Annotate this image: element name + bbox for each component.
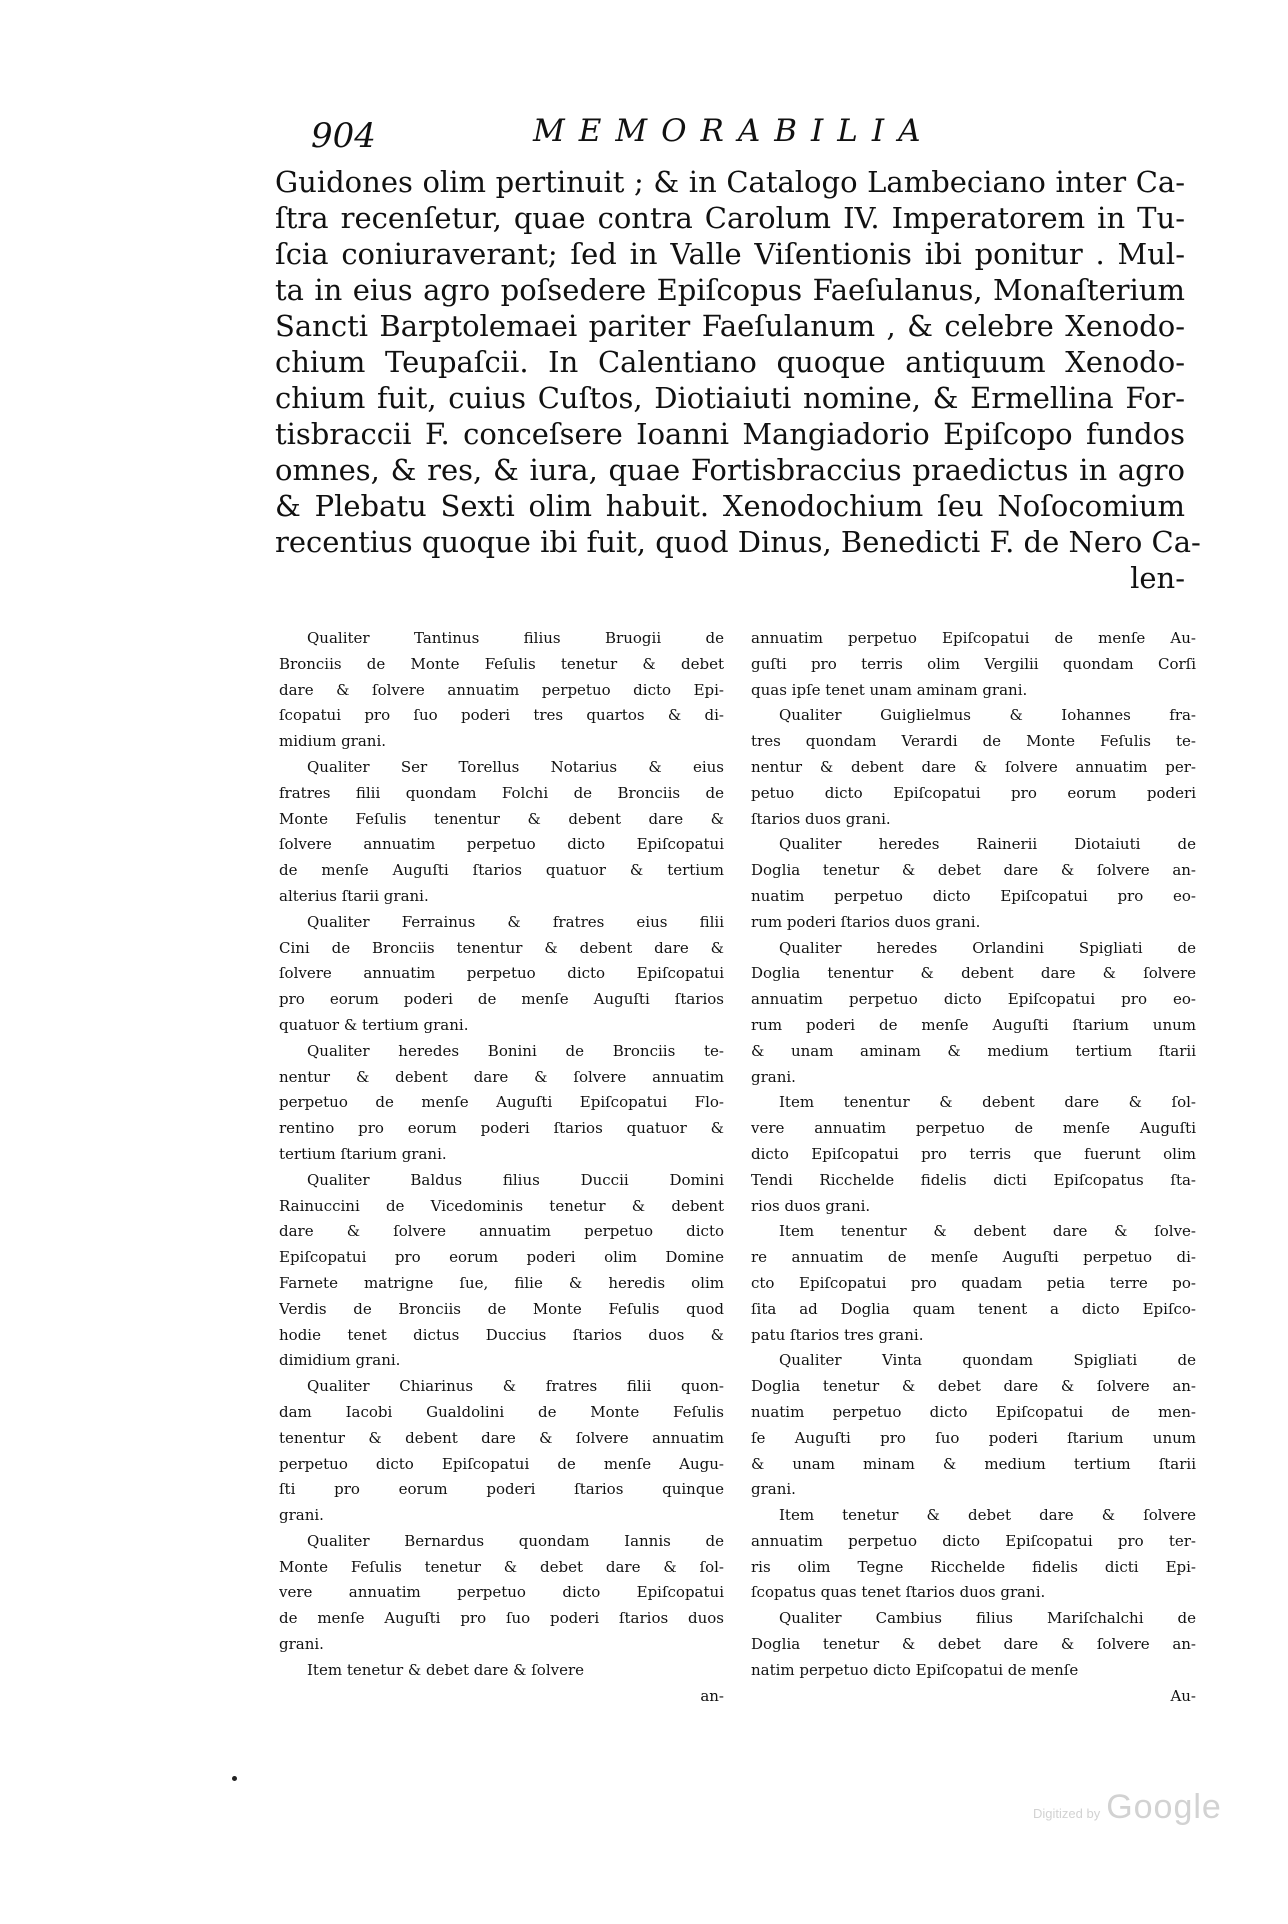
note-catchword: an-: [700, 1686, 724, 1705]
note-line: vere annuatim perpetuo dicto Epiſcopatui: [279, 1583, 724, 1602]
note-line: vere annuatim perpetuo de menſe Auguſti: [751, 1119, 1196, 1138]
note-line: dicto Epiſcopatui pro terris que fuerunt olim: [751, 1144, 1196, 1163]
note-line: Doglia tenetur & debet dare & ſolvere an-: [751, 1635, 1196, 1654]
note-line: rios duos grani.: [751, 1196, 871, 1215]
note-line: Doglia tenentur & debent dare & ſolvere: [751, 964, 1196, 983]
note-line: perpetuo dicto Epiſcopatui de menſe Augu-: [279, 1454, 724, 1473]
note-line: fratres filii quondam Folchi de Bronciis de: [279, 783, 724, 802]
note-line: Item tenetur & debet dare & ſolvere: [779, 1506, 1196, 1525]
note-line: grani.: [751, 1067, 796, 1086]
note-line: re annuatim de menſe Auguſti perpetuo di-: [751, 1248, 1196, 1267]
note-line: ſtarios duos grani.: [751, 809, 891, 828]
main-text-line: ta in eius agro poſsedere Epiſcopus Faeſulanus, Monaſterium: [275, 273, 1185, 307]
note-line: midium grani.: [279, 732, 387, 751]
note-line: Qualiter Bernardus quondam Iannis de: [307, 1531, 724, 1550]
note-line: Item tenetur & debet dare & ſolvere: [307, 1660, 585, 1679]
notes-left-column: [279, 626, 724, 1709]
note-line: tres quondam Verardi de Monte Feſulis te-: [751, 732, 1196, 751]
note-line: ſcopatus quas tenet ſtarios duos grani.: [751, 1583, 1046, 1602]
note-line: ſolvere annuatim perpetuo dicto Epiſcopatui: [279, 964, 724, 983]
note-line: dimidium grani.: [279, 1351, 401, 1370]
note-line: Qualiter heredes Orlandini Spigliati de: [779, 938, 1196, 957]
running-head: MEMORABILIA: [533, 113, 935, 149]
ink-dot: [232, 1776, 237, 1781]
note-line: Qualiter Chiarinus & fratres filii quon-: [307, 1377, 724, 1396]
note-catchword: Au-: [1170, 1686, 1196, 1705]
note-line: tenentur & debent dare & ſolvere annuatim: [279, 1428, 724, 1447]
note-line: grani.: [279, 1635, 324, 1654]
note-line: Doglia tenetur & debet dare & ſolvere an-: [751, 861, 1196, 880]
note-line: rentino pro eorum poderi ſtarios quatuor &: [279, 1119, 724, 1138]
main-text-line: Guidones olim pertinuit ; & in Catalogo Lambeciano inter Ca-: [275, 165, 1185, 199]
note-line: Epiſcopatui pro eorum poderi olim Domine: [279, 1248, 724, 1267]
note-line: rum poderi de menſe Auguſti ſtarium unum: [751, 1015, 1196, 1034]
note-line: perpetuo de menſe Auguſti Epiſcopatui Flo-: [279, 1093, 724, 1112]
note-line: nentur & debent dare & ſolvere annuatim: [279, 1067, 724, 1086]
note-line: dare & ſolvere annuatim perpetuo dicto Epi-: [279, 680, 724, 699]
note-line: hodie tenet dictus Duccius ſtarios duos &: [279, 1325, 724, 1344]
note-line: petuo dicto Epiſcopatui pro eorum poderi: [751, 783, 1196, 802]
digitization-watermark: [1033, 1788, 1222, 1827]
note-line: tertium ſtarium grani.: [279, 1144, 447, 1163]
note-line: Bronciis de Monte Feſulis tenetur & debet: [279, 654, 724, 673]
note-line: Rainuccini de Vicedominis tenetur & debent: [279, 1196, 724, 1215]
note-line: ſcopatui pro ſuo poderi tres quartos & di-: [279, 706, 724, 725]
note-line: grani.: [279, 1506, 324, 1525]
main-text-line: chium fuit, cuius Cuſtos, Diotiaiuti nomine, & Ermellina For-: [275, 381, 1185, 415]
main-text-line: Sancti Barptolemaei pariter Faeſulanum , & celebre Xenodo-: [275, 309, 1185, 343]
notes-right-column: [751, 626, 1196, 1709]
page-number: 904: [311, 116, 376, 156]
note-line: Qualiter heredes Rainerii Diotaiuti de: [779, 835, 1196, 854]
note-line: Qualiter Ser Torellus Notarius & eius: [307, 757, 724, 776]
note-line: annuatim perpetuo dicto Epiſcopatui pro eo-: [751, 990, 1196, 1009]
note-line: ris olim Tegne Ricchelde fidelis dicti Epi-: [751, 1557, 1196, 1576]
note-line: de menſe Auguſti pro ſuo poderi ſtarios duos: [279, 1609, 724, 1628]
note-line: ſolvere annuatim perpetuo dicto Epiſcopatui: [279, 835, 724, 854]
note-line: Item tenentur & debent dare & ſol-: [779, 1093, 1196, 1112]
main-text-line: chium Teupaſcii. In Calentiano quoque antiquum Xenodo-: [275, 345, 1185, 379]
note-line: Qualiter heredes Bonini de Bronciis te-: [307, 1041, 724, 1060]
note-line: natim perpetuo dicto Epiſcopatui de menſe: [751, 1660, 1079, 1679]
note-line: pro eorum poderi de menſe Auguſti ſtarios: [279, 990, 724, 1009]
note-line: & unam aminam & medium tertium ſtarii: [751, 1041, 1196, 1060]
main-text-line: tisbraccii F. conceſsere Ioanni Mangiadorio Epiſcopo fundos: [275, 417, 1185, 451]
note-line: Monte Feſulis tenetur & debet dare & ſol-: [279, 1557, 724, 1576]
main-text-catchword: len-: [1130, 561, 1185, 595]
note-line: Qualiter Cambius filius Mariſchalchi de: [779, 1609, 1196, 1628]
note-line: nuatim perpetuo dicto Epiſcopatui de men-: [751, 1402, 1196, 1421]
note-line: Item tenentur & debent dare & ſolve-: [779, 1222, 1196, 1241]
note-line: ſita ad Doglia quam tenent a dicto Epiſco-: [751, 1299, 1196, 1318]
note-line: Tendi Ricchelde fidelis dicti Epiſcopatus ſta-: [751, 1170, 1196, 1189]
note-line: nentur & debent dare & ſolvere annuatim per-: [751, 757, 1196, 776]
note-line: alterius ſtarii grani.: [279, 886, 429, 905]
note-line: Doglia tenetur & debet dare & ſolvere an-: [751, 1377, 1196, 1396]
note-line: rum poderi ſtarios duos grani.: [751, 912, 981, 931]
note-line: annuatim perpetuo Epiſcopatui de menſe Au-: [751, 629, 1196, 647]
note-line: Qualiter Vinta quondam Spigliati de: [779, 1351, 1196, 1370]
note-line: de menſe Auguſti ſtarios quatuor & tertium: [279, 861, 724, 880]
note-line: Verdis de Bronciis de Monte Feſulis quod: [279, 1299, 724, 1318]
watermark-brand: Google: [1106, 1788, 1222, 1826]
note-line: ſe Auguſti pro ſuo poderi ſtarium unum: [751, 1428, 1196, 1447]
main-text-line: omnes, & res, & iura, quae Fortisbraccius praedictus in agro: [275, 453, 1185, 487]
note-line: grani.: [751, 1480, 796, 1499]
note-line: dam Iacobi Gualdolini de Monte Feſulis: [279, 1402, 724, 1421]
note-line: ſti pro eorum poderi ſtarios quinque: [279, 1480, 724, 1499]
watermark-prefix: Digitized by: [1033, 1806, 1101, 1821]
note-line: Qualiter Ferrainus & fratres eius filii: [307, 912, 724, 931]
note-line: & unam minam & medium tertium ſtarii: [751, 1454, 1196, 1473]
note-line: Qualiter Tantinus filius Bruogii de: [307, 629, 724, 647]
note-line: patu ſtarios tres grani.: [751, 1325, 924, 1344]
note-line: Cini de Bronciis tenentur & debent dare &: [279, 938, 724, 957]
main-text: [275, 164, 1201, 596]
note-line: cto Epiſcopatui pro quadam petia terre po-: [751, 1273, 1196, 1292]
main-text-line: ſtra recenſetur, quae contra Carolum IV. Imperatorem in Tu-: [275, 201, 1185, 235]
main-text-line: ſcia coniuraverant; ſed in Valle Viſentionis ibi ponitur . Mul-: [275, 237, 1185, 271]
note-line: annuatim perpetuo dicto Epiſcopatui pro ter-: [751, 1531, 1196, 1550]
note-line: nuatim perpetuo dicto Epiſcopatui pro eo-: [751, 886, 1196, 905]
note-line: Qualiter Baldus filius Duccii Domini: [307, 1170, 724, 1189]
main-text-line: & Plebatu Sexti olim habuit. Xenodochium ſeu Noſocomium: [275, 489, 1185, 523]
note-line: guſti pro terris olim Vergilii quondam Corſi: [751, 654, 1196, 673]
note-line: quatuor & tertium grani.: [279, 1015, 469, 1034]
note-line: Qualiter Guiglielmus & Iohannes fra-: [779, 706, 1196, 725]
main-text-line: recentius quoque ibi fuit, quod Dinus, Benedicti F. de Nero Ca-: [275, 525, 1201, 559]
note-line: quas ipſe tenet unam aminam grani.: [751, 680, 1028, 699]
note-line: Farnete matrigne ſue, filie & heredis olim: [279, 1273, 724, 1292]
note-line: Monte Feſulis tenentur & debent dare &: [279, 809, 724, 828]
note-line: dare & ſolvere annuatim perpetuo dicto: [279, 1222, 724, 1241]
